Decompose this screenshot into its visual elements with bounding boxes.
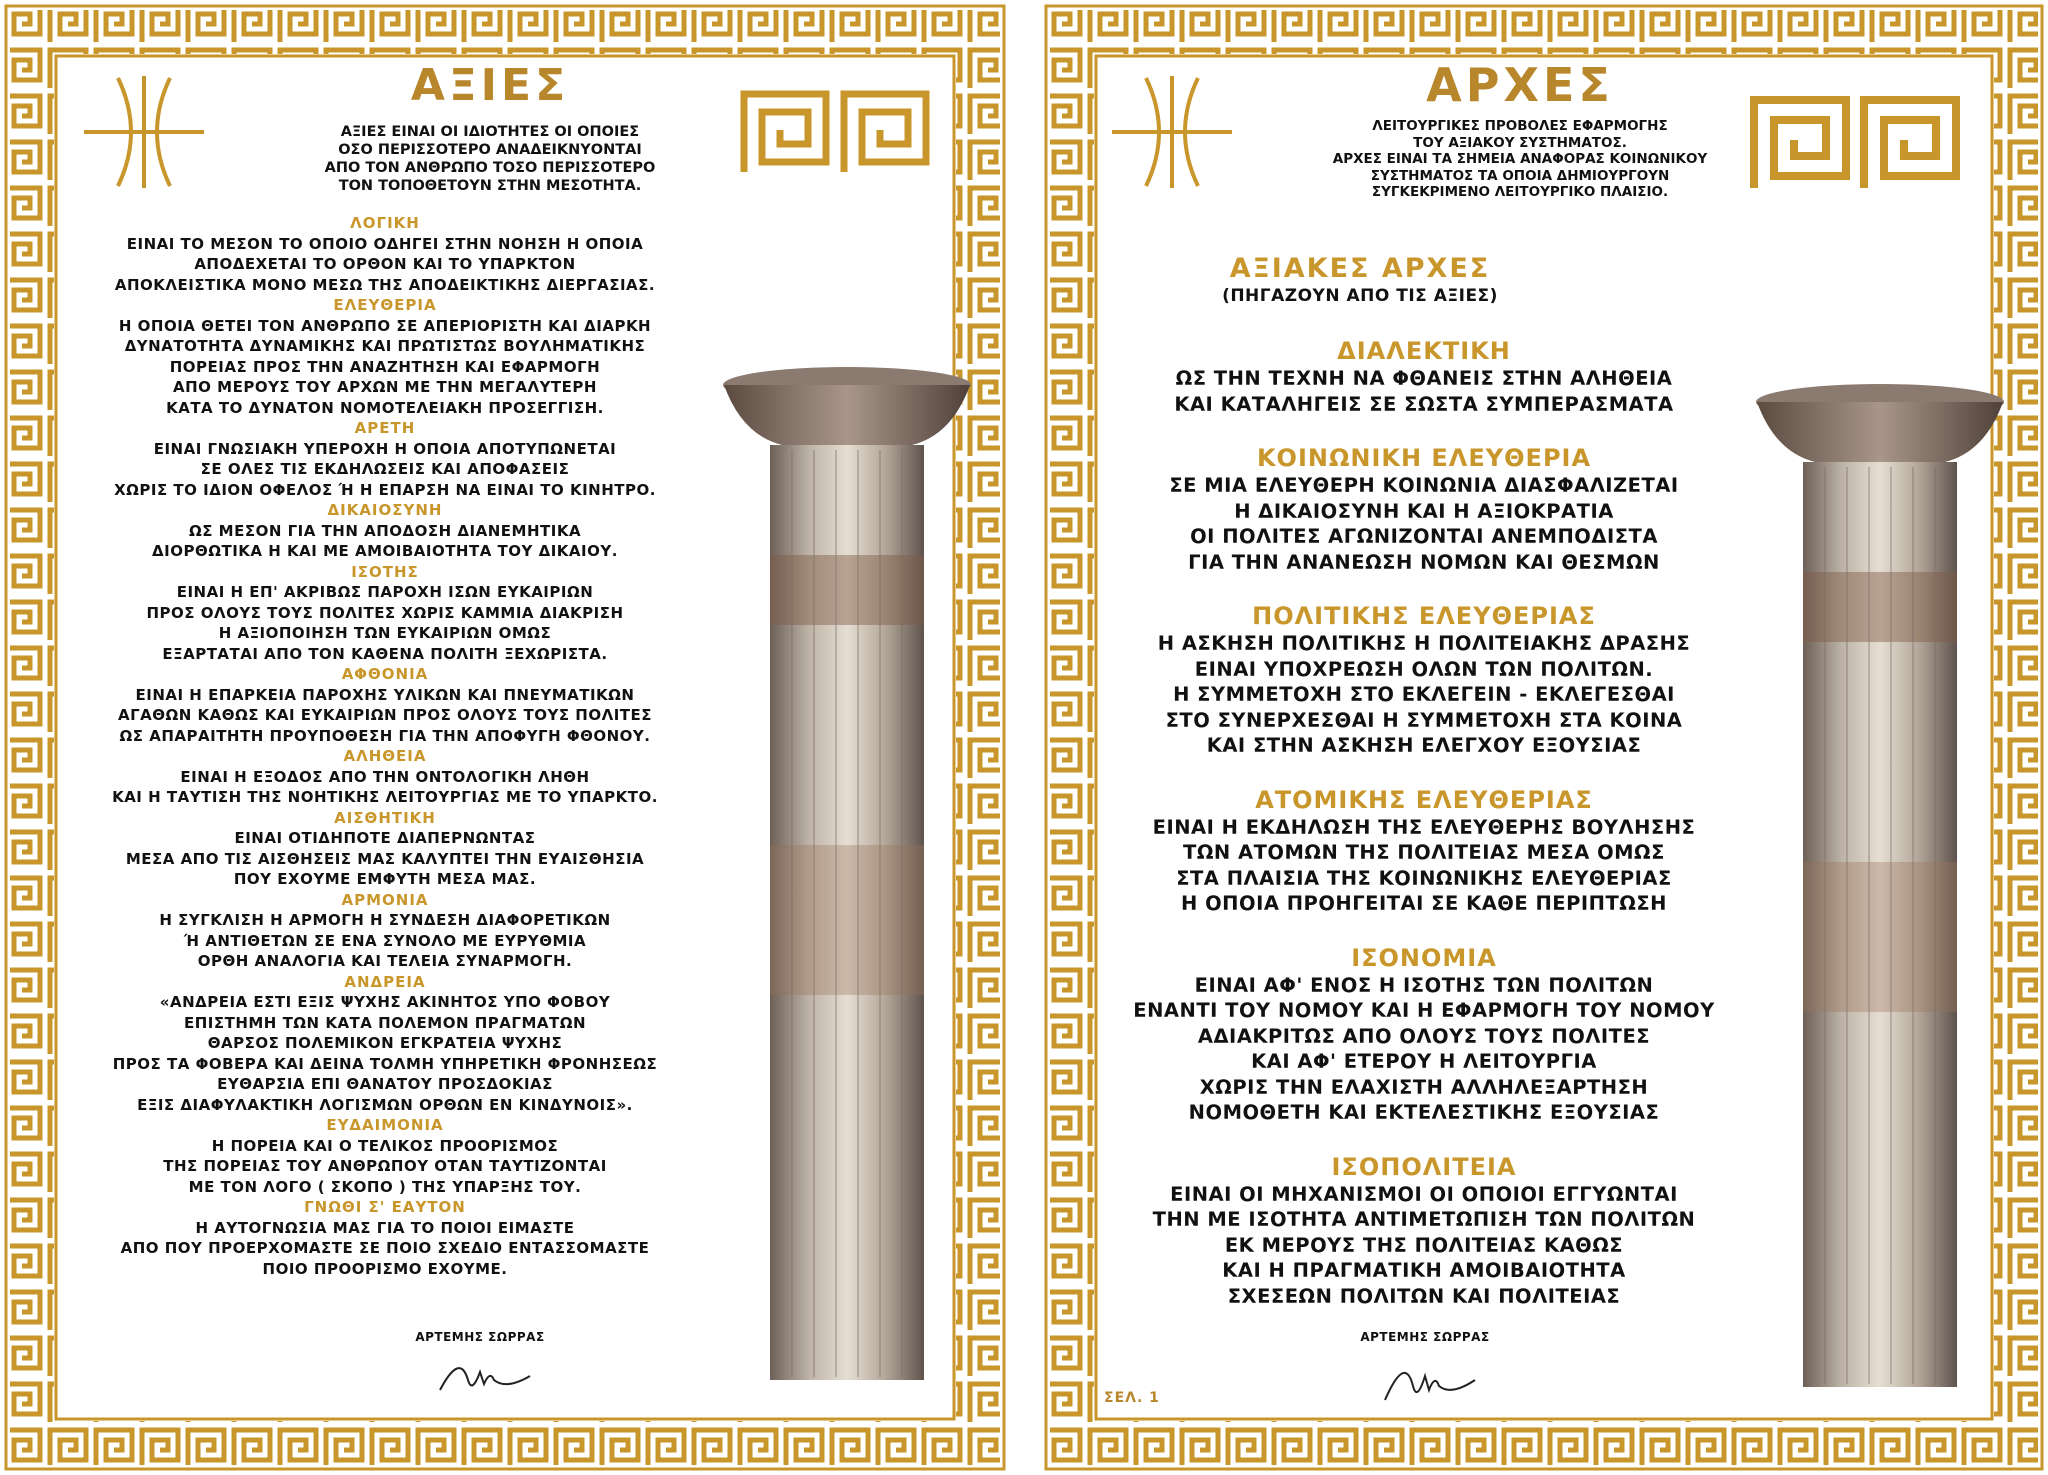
section-text-line: ΩΣ ΑΠΑΡΑΙΤΗΤΗ ΠΡΟΥΠΟΘΕΣΗ ΓΙΑ ΤΗΝ ΑΠΟΦΥΓΗ ΦΘΟΝΟΥ.	[119, 726, 651, 745]
section-text-line: Η ΟΠΟΙΑ ΘΕΤΕΙ ΤΟΝ ΑΝΘΡΩΠΟ ΣΕ ΑΠΕΡΙΟΡΙΣΤΗ ΚΑΙ ΔΙΑΡΚΗ	[118, 316, 652, 335]
section-text-line: ΚΑΙ Η ΠΡΑΓΜΑΤΙΚΗ ΑΜΟΙΒΑΙΟΤΗΤΑ	[1222, 1259, 1626, 1282]
section-text-line: ΧΩΡΙΣ ΤΟ ΙΔΙΟΝ ΟΦΕΛΟΣ Ή Η ΕΠΑΡΣΗ ΝΑ ΕΙΝΑΙ ΤΟ ΚΙΝΗΤΡΟ.	[114, 480, 656, 499]
section-text-line: ΑΓΑΘΩΝ ΚΑΘΩΣ ΚΑΙ ΕΥΚΑΙΡΙΩΝ ΠΡΟΣ ΟΛΟΥΣ ΤΟΥΣ ΠΟΛΙΤΕΣ	[117, 706, 653, 724]
page-title: ΑΞΙΕΣ	[410, 60, 570, 111]
section-heading: ΔΙΚΑΙΟΣΥΝΗ	[327, 501, 443, 519]
section-text-line: ΠΟΙΟ ΠΡΟΟΡΙΣΜΟ ΕΧΟΥΜΕ.	[262, 1259, 508, 1278]
section-text-line: ΘΑΡΣΟΣ ΠΟΛΕΜΙΚΟΝ ΕΓΚΡΑΤΕΙΑ ΨΥΧΗΣ	[207, 1034, 563, 1052]
page-title: ΑΡΧΕΣ	[1426, 58, 1614, 112]
section-text-line: ΑΠΟ ΜΕΡΟΥΣ ΤΟΥ ΑΡΧΩΝ ΜΕ ΤΗΝ ΜΕΓΑΛΥΤΕΡΗ	[173, 378, 597, 396]
section-text-line: ΣΧΕΣΕΩΝ ΠΟΛΙΤΩΝ ΚΑΙ ΠΟΛΙΤΕΙΑΣ	[1227, 1284, 1621, 1308]
section-text-line: ΤΗΣ ΠΟΡΕΙΑΣ ΤΟΥ ΑΝΘΡΩΠΟΥ ΟΤΑΝ ΤΑΥΤΙΖΟΝΤΑΙ	[163, 1157, 607, 1175]
intro-line: ΟΣΟ ΠΕΡΙΣΣΟΤΕΡΟ ΑΝΑΔΕΙΚΝΥΟΝΤΑΙ	[338, 142, 642, 158]
intro-line: ΑΞΙΕΣ ΕΙΝΑΙ ΟΙ ΙΔΙΟΤΗΤΕΣ ΟΙ ΟΠΟΙΕΣ	[340, 124, 640, 140]
section-text-line: ΑΔΙΑΚΡΙΤΩΣ ΑΠΟ ΟΛΟΥΣ ΤΟΥΣ ΠΟΛΙΤΕΣ	[1197, 1024, 1651, 1048]
section-text-line: Η ΔΙΚΑΙΟΣΥΝΗ ΚΑΙ Η ΑΞΙΟΚΡΑΤΙΑ	[1234, 499, 1614, 523]
section-heading: ΕΥΔΑΙΜΟΝΙΑ	[326, 1116, 444, 1134]
section-text-line: ΚΑΙ ΑΦ' ΕΤΕΡΟΥ Η ΛΕΙΤΟΥΡΓΙΑ	[1251, 1050, 1597, 1073]
section-text-line: ΕΙΝΑΙ ΓΝΩΣΙΑΚΗ ΥΠΕΡΟΧΗ Η ΟΠΟΙΑ ΑΠΟΤΥΠΩΝΕΤΑΙ	[153, 439, 617, 458]
section-text-line: ΑΠΟΔΕΧΕΤΑΙ ΤΟ ΟΡΘΟΝ ΚΑΙ ΤΟ ΥΠΑΡΚΤΟΝ	[194, 255, 576, 273]
section-text-line: ΔΙΟΡΘΩΤΙΚΑ Η ΚΑΙ ΜΕ ΑΜΟΙΒΑΙΟΤΗΤΑ ΤΟΥ ΔΙΚΑΙΟΥ.	[152, 542, 618, 560]
intro-line: ΣΥΣΤΗΜΑΤΟΣ ΤΑ ΟΠΟΙΑ ΔΗΜΙΟΥΡΓΟΥΝ	[1370, 167, 1670, 184]
section-text-line: ΚΑΤΑ ΤΟ ΔΥΝΑΤΟΝ ΝΟΜΟΤΕΛΕΙΑΚΗ ΠΡΟΣΕΓΓΙΣΗ.	[166, 398, 604, 417]
section-text-line: ΟΙ ΠΟΛΙΤΕΣ ΑΓΩΝΙΖΟΝΤΑΙ ΑΝΕΜΠΟΔΙΣΤΑ	[1190, 525, 1658, 548]
section-politikis-eleftherias	[1106, 601, 1742, 759]
section-logiki	[60, 213, 710, 295]
section-text-line: ΠΟΥ ΕΧΟΥΜΕ ΕΜΦΥΤΗ ΜΕΣΑ ΜΑΣ.	[233, 870, 537, 888]
section-text-line: Η ΑΥΤΟΓΝΩΣΙΑ ΜΑΣ ΓΙΑ ΤΟ ΠΟΙΟΙ ΕΙΜΑΣΤΕ	[195, 1218, 575, 1237]
section-text-line: ΚΑΙ ΣΤΗΝ ΑΣΚΗΣΗ ΕΛΕΓΧΟΥ ΕΞΟΥΣΙΑΣ	[1206, 734, 1642, 757]
intro-line: ΑΠΟ ΤΟΝ ΑΝΘΡΩΠΟ ΤΟΣΟ ΠΕΡΙΣΣΟΤΕΡΟ	[324, 160, 656, 176]
intro-line: ΑΡΧΕΣ ΕΙΝΑΙ ΤΑ ΣΗΜΕΙΑ ΑΝΑΦΟΡΑΣ ΚΟΙΝΩΝΙΚΟΥ	[1332, 151, 1708, 167]
section-text-line: ΣΕ ΟΛΕΣ ΤΙΣ ΕΚΔΗΛΩΣΕΙΣ ΚΑΙ ΑΠΟΦΑΣΕΙΣ	[200, 460, 570, 478]
section-text-line: ΩΣ ΤΗΝ ΤΕΧΝΗ ΝΑ ΦΘΑΝΕΙΣ ΣΤΗΝ ΑΛΗΘΕΙΑ	[1175, 367, 1673, 390]
section-isonomia	[1106, 943, 1742, 1126]
section-text-line: ΟΡΘΗ ΑΝΑΛΟΓΙΑ ΚΑΙ ΤΕΛΕΙΑ ΣΥΝΑΡΜΟΓΗ.	[197, 952, 573, 970]
section-heading: ΙΣΟΤΗΣ	[351, 562, 419, 581]
section-text-line: Η ΑΞΙΟΠΟΙΗΣΗ ΤΩΝ ΕΥΚΑΙΡΙΩΝ ΟΜΩΣ	[218, 624, 552, 642]
author-name: ΑΡΤΕΜΗΣ ΣΩΡΡΑΣ	[1360, 1330, 1490, 1344]
section-text-line: ΤΗΝ ΜΕ ΙΣΟΤΗΤΑ ΑΝΤΙΜΕΤΩΠΙΣΗ ΤΩΝ ΠΟΛΙΤΩΝ	[1152, 1208, 1696, 1231]
intro-line: ΤΟΥ ΑΞΙΑΚΟΥ ΣΥΣΤΗΜΑΤΟΣ.	[1413, 134, 1627, 151]
section-text-line: Η ΣΥΜΜΕΤΟΧΗ ΣΤΟ ΕΚΛΕΓΕΙΝ - ΕΚΛΕΓΕΣΘΑΙ	[1173, 683, 1675, 706]
section-text-line: ΚΑΙ Η ΤΑΥΤΙΣΗ ΤΗΣ ΝΟΗΤΙΚΗΣ ΛΕΙΤΟΥΡΓΙΑΣ ΜΕ ΤΟ ΥΠΑΡΚΤΟ.	[112, 788, 658, 806]
section-gnothi	[60, 1197, 710, 1279]
section-text-line: ΕΞΙΣ ΔΙΑΦΥΛΑΚΤΙΚΗ ΛΟΓΙΣΜΩΝ ΟΡΘΩΝ ΕΝ ΚΙΝΔΥΝΟΙΣ».	[137, 1095, 633, 1114]
section-text-line: Η ΠΟΡΕΙΑ ΚΑΙ Ο ΤΕΛΙΚΟΣ ΠΡΟΟΡΙΣΜΟΣ	[211, 1136, 559, 1155]
subtitle-note: (ΠΗΓΑΖΟΥΝ ΑΠΟ ΤΙΣ ΑΞΙΕΣ)	[1222, 286, 1498, 306]
section-alitheia	[60, 746, 710, 808]
signature-block	[1325, 1330, 1525, 1414]
section-text-line: ΓΙΑ ΤΗΝ ΑΝΑΝΕΩΣΗ ΝΟΜΩΝ ΚΑΙ ΘΕΣΜΩΝ	[1188, 550, 1660, 574]
section-text-line: ΠΟΡΕΙΑΣ ΠΡΟΣ ΤΗΝ ΑΝΑΖΗΤΗΣΗ ΚΑΙ ΕΦΑΡΜΟΓΗ	[169, 357, 601, 376]
section-text-line: ΕΝΑΝΤΙ ΤΟΥ ΝΟΜΟΥ ΚΑΙ Η ΕΦΑΡΜΟΓΗ ΤΟΥ ΝΟΜΟΥ	[1133, 999, 1715, 1022]
section-text-line: ΣΕ ΜΙΑ ΕΛΕΥΘΕΡΗ ΚΟΙΝΩΝΙΑ ΔΙΑΣΦΑΛΙΖΕΤΑΙ	[1169, 474, 1679, 497]
section-atomikis-eleftherias	[1106, 785, 1742, 917]
meander-logo-icon	[1750, 96, 1960, 192]
section-text-line: Ή ΑΝΤΙΘΕΤΩΝ ΣΕ ΕΝΑ ΣΥΝΟΛΟ ΜΕ ΕΥΡΥΘΜΙΑ	[183, 931, 587, 950]
section-heading: ΙΣΟΝΟΜΙΑ	[1351, 943, 1497, 972]
section-text-line: ΕΠΙΣΤΗΜΗ ΤΩΝ ΚΑΤΑ ΠΟΛΕΜΟΝ ΠΡΑΓΜΑΤΩΝ	[183, 1013, 587, 1032]
section-heading: ΔΙΑΛΕΚΤΙΚΗ	[1337, 337, 1511, 365]
signature-icon	[1365, 1350, 1485, 1410]
section-eleftheria	[60, 295, 710, 418]
section-heading: ΑΡΜΟΝΙΑ	[341, 890, 429, 909]
author-name: ΑΡΤΕΜΗΣ ΣΩΡΡΑΣ	[415, 1330, 545, 1344]
values-list	[60, 213, 710, 1279]
section-text-line: ΕΙΝΑΙ Η ΕΠΑΡΚΕΙΑ ΠΑΡΟΧΗΣ ΥΛΙΚΩΝ ΚΑΙ ΠΝΕΥΜΑΤΙΚΩΝ	[135, 685, 635, 704]
section-heading: ΚΟΙΝΩΝΙΚΗ ΕΛΕΥΘΕΡΙΑ	[1256, 444, 1592, 472]
section-evdaimonia	[60, 1115, 710, 1197]
section-koinoniki-eleftheria	[1106, 443, 1742, 575]
intro-text	[1290, 118, 1750, 201]
section-heading: ΓΝΩΘΙ Σ' ΕΑΥΤΟΝ	[304, 1198, 466, 1216]
section-text-line: ΕΙΝΑΙ ΟΙ ΜΗΧΑΝΙΣΜΟΙ ΟΙ ΟΠΟΙΟΙ ΕΓΓΥΩΝΤΑΙ	[1170, 1182, 1678, 1206]
section-text-line: ΚΑΙ ΚΑΤΑΛΗΓΕΙΣ ΣΕ ΣΩΣΤΑ ΣΥΜΠΕΡΑΣΜΑΤΑ	[1174, 392, 1674, 416]
subtitle-block	[1140, 252, 1580, 306]
section-heading: ΠΟΛΙΤΙΚΗΣ ΕΛΕΥΘΕΡΙΑΣ	[1252, 602, 1596, 630]
section-heading: ΙΣΟΠΟΛΙΤΕΙΑ	[1331, 1152, 1517, 1181]
section-heading: ΛΟΓΙΚΗ	[350, 214, 420, 232]
section-text-line: ΑΠΟ ΠΟΥ ΠΡΟΕΡΧΟΜΑΣΤΕ ΣΕ ΠΟΙΟ ΣΧΕΔΙΟ ΕΝΤΑΣΣΟΜΑΣΤΕ	[120, 1239, 650, 1257]
section-text-line: ΝΟΜΟΘΕΤΗ ΚΑΙ ΕΚΤΕΛΕΣΤΙΚΗΣ ΕΞΟΥΣΙΑΣ	[1188, 1101, 1660, 1124]
section-isopoliteia	[1106, 1152, 1742, 1310]
section-text-line: Η ΑΣΚΗΣΗ ΠΟΛΙΤΙΚΗΣ Η ΠΟΛΙΤΕΙΑΚΗΣ ΔΡΑΣΗΣ	[1157, 632, 1691, 655]
section-text-line: ΜΕ ΤΟΝ ΛΟΓΟ ( ΣΚΟΠΟ ) ΤΗΣ ΥΠΑΡΞΗΣ ΤΟΥ.	[188, 1177, 582, 1196]
section-text-line: ΩΣ ΜΕΣΟΝ ΓΙΑ ΤΗΝ ΑΠΟΔΟΣΗ ΔΙΑΝΕΜΗΤΙΚΑ	[188, 521, 582, 540]
section-dialektiki	[1106, 336, 1742, 417]
page-number: ΣΕΛ. 1	[1104, 1390, 1160, 1406]
section-text-line: ΕΙΝΑΙ ΥΠΟΧΡΕΩΣΗ ΟΛΩΝ ΤΩΝ ΠΟΛΙΤΩΝ.	[1194, 657, 1654, 681]
section-text-line: «ΑΝΔΡΕΙΑ ΕΣΤΙ ΕΞΙΣ ΨΥΧΗΣ ΑΚΙΝΗΤΟΣ ΥΠΟ ΦΟΒΟΥ	[159, 993, 611, 1011]
doric-column-image	[722, 365, 972, 1390]
section-text-line: ΠΡΟΣ ΟΛΟΥΣ ΤΟΥΣ ΠΟΛΙΤΕΣ ΧΩΡΙΣ ΚΑΜΜΙΑ ΔΙΑΚΡΙΣΗ	[146, 603, 624, 622]
intro-line: ΛΕΙΤΟΥΡΓΙΚΕΣ ΠΡΟΒΟΛΕΣ ΕΦΑΡΜΟΓΗΣ	[1372, 118, 1668, 134]
section-text-line: Η ΣΥΓΚΛΙΣΗ Η ΑΡΜΟΓΗ Η ΣΥΝΔΕΣΗ ΔΙΑΦΟΡΕΤΙΚΩΝ	[159, 911, 611, 929]
section-areti	[60, 418, 710, 500]
section-heading: ΕΛΕΥΘΕΡΙΑ	[333, 296, 437, 314]
section-heading: ΑΙΣΘΗΤΙΚΗ	[334, 808, 436, 827]
intro-line: ΤΟΝ ΤΟΠΟΘΕΤΟΥΝ ΣΤΗΝ ΜΕΣΟΤΗΤΑ.	[338, 178, 642, 194]
section-dikaiosyni	[60, 500, 710, 562]
section-heading: ΑΝΔΡΕΙΑ	[344, 972, 426, 991]
section-afthonia	[60, 664, 710, 746]
meander-logo-icon	[740, 90, 930, 176]
section-text-line: ΕΙΝΑΙ ΟΤΙΔΗΠΟΤΕ ΔΙΑΠΕΡΝΩΝΤΑΣ	[234, 829, 536, 847]
section-text-line: ΕΙΝΑΙ Η ΕΚΔΗΛΩΣΗ ΤΗΣ ΕΛΕΥΘΕΡΗΣ ΒΟΥΛΗΣΗΣ	[1152, 815, 1696, 839]
section-aisthitiki	[60, 808, 710, 890]
section-text-line: ΕΙΝΑΙ ΤΟ ΜΕΣΟΝ ΤΟ ΟΠΟΙΟ ΟΔΗΓΕΙ ΣΤΗΝ ΝΟΗΣΗ Η ΟΠΟΙΑ	[126, 234, 644, 253]
star-emblem-icon	[78, 72, 210, 192]
section-text-line: ΕΙΝΑΙ ΑΦ' ΕΝΟΣ Η ΙΣΟΤΗΣ ΤΩΝ ΠΟΛΙΤΩΝ	[1194, 973, 1654, 997]
signature-block	[380, 1330, 580, 1404]
intro-text	[250, 123, 730, 195]
right-page	[1040, 0, 2048, 1475]
section-andreia	[60, 972, 710, 1116]
section-heading: ΑΦΘΟΝΙΑ	[341, 665, 429, 683]
section-text-line: ΕΙΝΑΙ Η ΕΠ' ΑΚΡΙΒΩΣ ΠΑΡΟΧΗ ΙΣΩΝ ΕΥΚΑΙΡΙΩΝ	[176, 583, 594, 601]
section-text-line: Η ΟΠΟΙΑ ΠΡΟΗΓΕΙΤΑΙ ΣΕ ΚΑΘΕ ΠΕΡΙΠΤΩΣΗ	[1180, 892, 1667, 915]
section-heading: ΑΤΟΜΙΚΗΣ ΕΛΕΥΘΕΡΙΑΣ	[1255, 785, 1593, 814]
section-text-line: ΠΡΟΣ ΤΑ ΦΟΒΕΡΑ ΚΑΙ ΔΕΙΝΑ ΤΟΛΜΗ ΥΠΗΡΕΤΙΚΗ ΦΡΟΝΗΣΕΩΣ	[112, 1054, 658, 1073]
doric-column-image	[1755, 382, 2005, 1397]
section-text-line: ΕΙΝΑΙ Η ΕΞΟΔΟΣ ΑΠΟ ΤΗΝ ΟΝΤΟΛΟΓΙΚΗ ΛΗΘΗ	[180, 767, 590, 786]
section-text-line: ΧΩΡΙΣ ΤΗΝ ΕΛΑΧΙΣΤΗ ΑΛΛΗΛΕΞΑΡΤΗΣΗ	[1199, 1075, 1649, 1099]
principles-list	[1106, 336, 1742, 1309]
section-text-line: ΣΤΟ ΣΥΝΕΡΧΕΣΘΑΙ Η ΣΥΜΜΕΤΟΧΗ ΣΤΑ ΚΟΙΝΑ	[1165, 708, 1683, 732]
section-text-line: ΑΠΟΚΛΕΙΣΤΙΚΑ ΜΟΝΟ ΜΕΣΩ ΤΗΣ ΑΠΟΔΕΙΚΤΙΚΗΣ ΔΙΕΡΓΑΣΙΑΣ.	[114, 275, 656, 294]
intro-line: ΣΥΓΚΕΚΡΙΜΕΝΟ ΛΕΙΤΟΥΡΓΙΚΟ ΠΛΑΙΣΙΟ.	[1371, 184, 1669, 200]
section-text-line: ΕΥΘΑΡΣΙΑ ΕΠΙ ΘΑΝΑΤΟΥ ΠΡΟΣΔΟΚΙΑΣ	[217, 1075, 553, 1093]
section-isotis	[60, 562, 710, 665]
section-text-line: ΕΚ ΜΕΡΟΥΣ ΤΗΣ ΠΟΛΙΤΕΙΑΣ ΚΑΘΩΣ	[1224, 1233, 1624, 1257]
subtitle: ΑΞΙΑΚΕΣ ΑΡΧΕΣ	[1229, 253, 1491, 284]
section-text-line: ΜΕΣΑ ΑΠΟ ΤΙΣ ΑΙΣΘΗΣΕΙΣ ΜΑΣ ΚΑΛΥΠΤΕΙ ΤΗΝ ΕΥΑΙΣΘΗΣΙΑ	[125, 849, 645, 868]
section-text-line: ΕΞΑΡΤΑΤΑΙ ΑΠΟ ΤΟΝ ΚΑΘΕΝΑ ΠΟΛΙΤΗ ΞΕΧΩΡΙΣΤΑ.	[162, 644, 608, 663]
section-text-line: ΤΩΝ ΑΤΟΜΩΝ ΤΗΣ ΠΟΛΙΤΕΙΑΣ ΜΕΣΑ ΟΜΩΣ	[1183, 841, 1665, 864]
section-heading: ΑΡΕΤΗ	[354, 419, 416, 437]
section-text-line: ΣΤΑ ΠΛΑΙΣΙΑ ΤΗΣ ΚΟΙΝΩΝΙΚΗΣ ΕΛΕΥΘΕΡΙΑΣ	[1176, 866, 1672, 890]
star-emblem-icon	[1106, 72, 1238, 192]
section-armonia	[60, 890, 710, 972]
signature-icon	[420, 1350, 540, 1400]
section-heading: ΑΛΗΘΕΙΑ	[343, 747, 427, 765]
left-page	[0, 0, 1010, 1475]
section-text-line: ΔΥΝΑΤΟΤΗΤΑ ΔΥΝΑΜΙΚΗΣ ΚΑΙ ΠΡΩΤΙΣΤΩΣ ΒΟΥΛΗΜΑΤΙΚΗΣ	[124, 337, 646, 355]
